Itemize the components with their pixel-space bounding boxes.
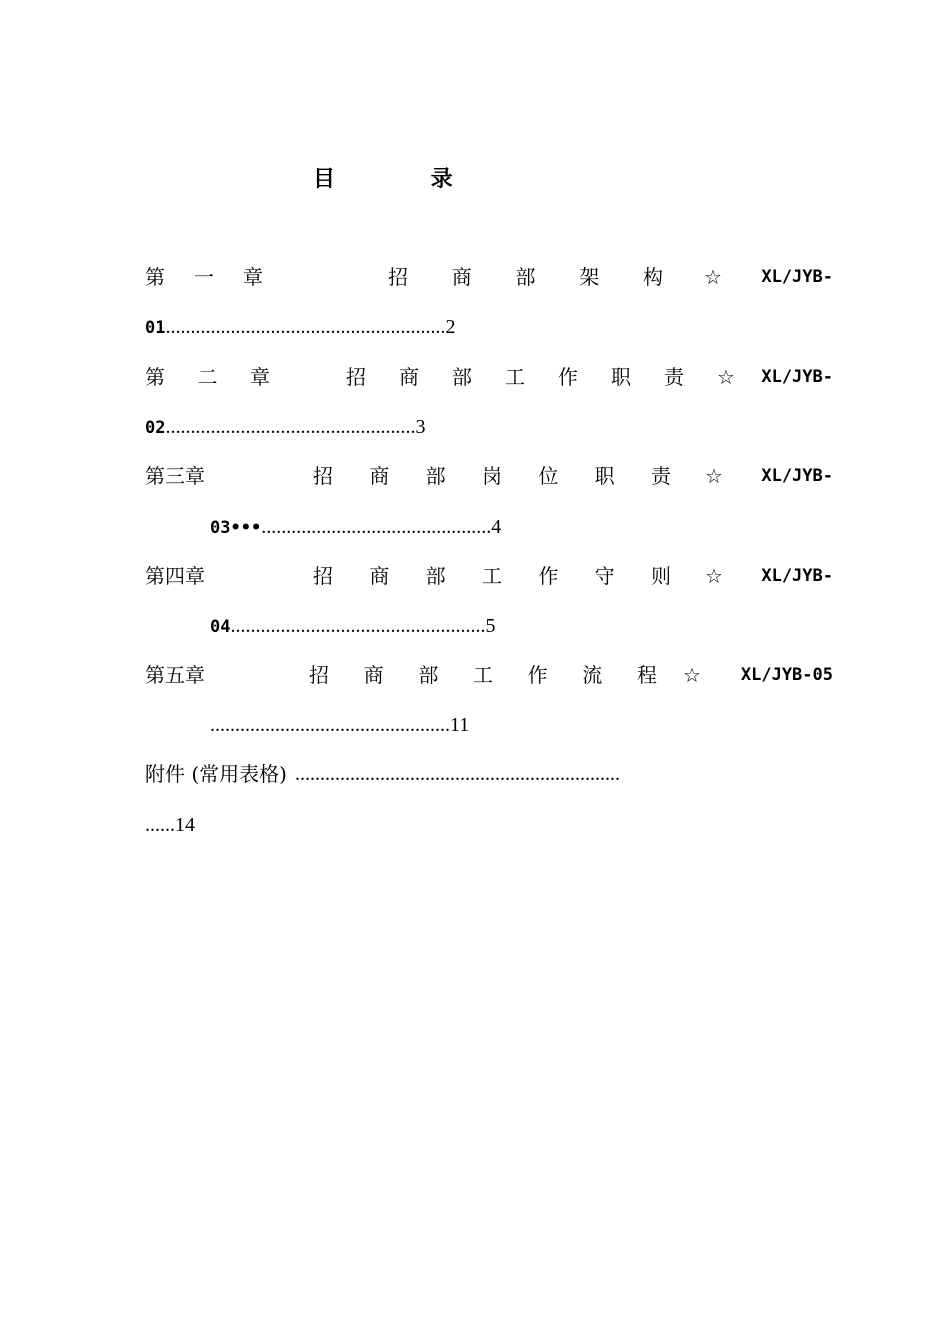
chapter-title: 招 商 部 架 构 — [388, 265, 663, 289]
doc-code: XL/JYB-05 — [740, 665, 833, 685]
leader-dots: ................................................................. — [294, 763, 620, 785]
toc-entry-4-continuation — [210, 610, 495, 642]
toc-entry-5-continuation — [210, 709, 469, 740]
chapter-char: 第 — [145, 265, 165, 289]
chapter-title: 招 商 部 工 作 职 责 — [346, 365, 684, 389]
appendix-label: 附件 (常用表格) — [145, 762, 287, 786]
doc-code-tail: 04 — [210, 617, 231, 637]
chapter-label — [145, 262, 263, 292]
chapter-title: 招 商 部 岗 位 职 责 — [313, 464, 671, 488]
page-number: 11 — [450, 714, 470, 736]
leader-dots: .................................................. — [165, 416, 416, 438]
toc-title: 目 录 — [313, 166, 497, 192]
toc-entry-4 — [145, 561, 833, 591]
toc-entry-2 — [145, 362, 833, 392]
doc-code: XL/JYB- — [761, 267, 833, 287]
toc-entry-3 — [145, 461, 833, 491]
page-number: 14 — [175, 814, 195, 836]
doc-code: XL/JYB- — [761, 466, 833, 486]
chapter-label: 第四章 — [145, 564, 205, 588]
star-icon: ☆ — [705, 564, 723, 588]
chapter-label: 第五章 — [145, 663, 205, 687]
toc-entry-5 — [145, 660, 833, 690]
leader-dots: ................................................ — [210, 714, 450, 736]
leader-dots: ........................................................ — [165, 316, 446, 338]
doc-code-tail: 01 — [145, 318, 166, 338]
toc-appendix-continuation — [145, 809, 195, 840]
toc-entry-1-continuation — [145, 311, 455, 343]
toc-entry-2-continuation — [145, 411, 425, 443]
page-number: 3 — [415, 416, 426, 438]
leader-dots: ...... — [145, 814, 175, 836]
chapter-char: 一 — [194, 265, 214, 289]
doc-code: XL/JYB- — [761, 367, 833, 387]
chapter-label: 第 二 章 — [145, 365, 270, 389]
doc-code-tail: 03••• — [210, 518, 262, 538]
toc-appendix — [145, 759, 833, 789]
leader-dots: ................................................... — [230, 615, 486, 637]
doc-code-tail: 02 — [145, 418, 166, 438]
page-number: 2 — [445, 316, 456, 338]
chapter-label: 第三章 — [145, 464, 205, 488]
star-icon: ☆ — [704, 265, 722, 289]
chapter-title: 招 商 部 工 作 流 程 — [309, 663, 657, 687]
star-icon: ☆ — [683, 663, 701, 687]
toc-entry-3-continuation — [210, 511, 501, 543]
star-icon: ☆ — [717, 365, 735, 389]
star-icon: ☆ — [705, 464, 723, 488]
leader-dots: .............................................. — [261, 516, 492, 538]
page-number: 4 — [491, 516, 502, 538]
chapter-title: 招 商 部 工 作 守 则 — [313, 564, 671, 588]
page-number: 5 — [485, 615, 496, 637]
chapter-char: 章 — [243, 265, 263, 289]
toc-entry-1 — [145, 262, 833, 292]
doc-code: XL/JYB- — [761, 566, 833, 586]
